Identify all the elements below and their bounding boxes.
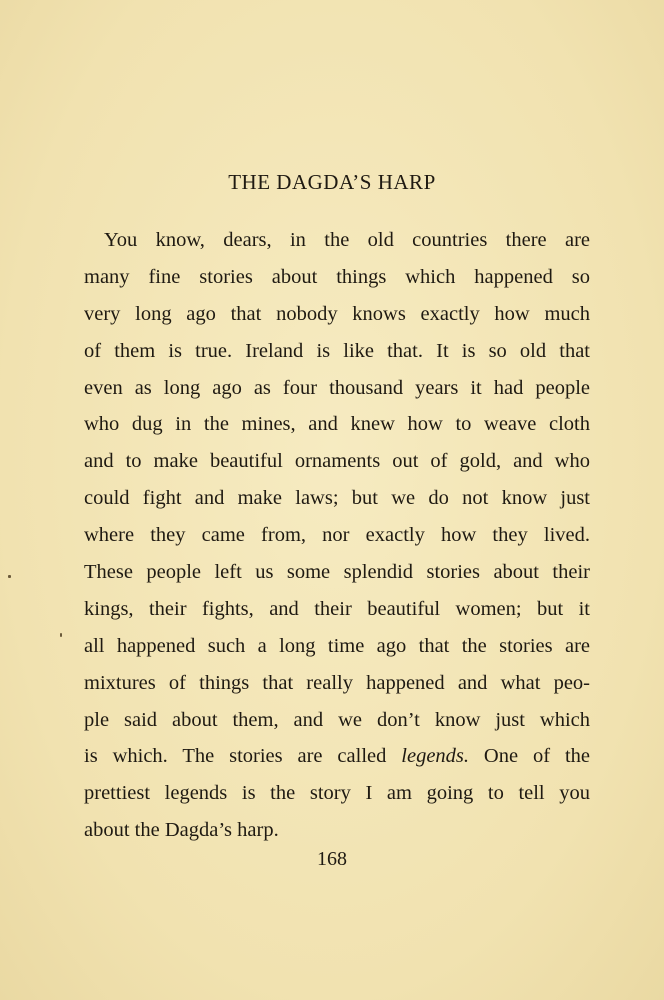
text-line-10: These people left us some splendid stories about their xyxy=(84,561,590,584)
text-line-3: very long ago that nobody knows exactly how much xyxy=(84,302,590,325)
text-line-15 xyxy=(84,738,590,775)
text-line-4: of them is true. Ireland is like that. It is so old that xyxy=(84,339,590,362)
text-line-17: about the Dagda’s harp. xyxy=(84,819,279,842)
text-line-9: where they came from, nor exactly how they lived. xyxy=(84,524,590,547)
text-line-7: and to make beautiful ornaments out of gold, and who xyxy=(84,450,590,473)
text-line-15-start: is which. The stories are called xyxy=(84,745,402,768)
text-line-14: ple said about them, and we don’t know just which xyxy=(84,708,590,731)
text-line-15-end: One of the xyxy=(469,745,590,768)
text-line-16: prettiest legends is the story I am going to tell you xyxy=(84,782,590,805)
legends-italic: legends. xyxy=(401,745,470,768)
text-line-13: mixtures of things that really happened and what peo- xyxy=(84,671,590,694)
text-line-11: kings, their fights, and their beautiful women; but it xyxy=(84,597,590,620)
paper-speck xyxy=(60,633,62,637)
body-paragraph xyxy=(84,222,590,849)
text-line-6: who dug in the mines, and knew how to weave cloth xyxy=(84,413,590,436)
text-line-8: could fight and make laws; but we do not know just xyxy=(84,487,590,510)
paper-speck xyxy=(8,575,11,578)
text-line-1: You know, dears, in the old countries there are xyxy=(104,229,590,251)
text-line-12: all happened such a long time ago that the stories are xyxy=(84,634,590,657)
text-line-2: many fine stories about things which happened so xyxy=(84,265,590,288)
page-number: 168 xyxy=(317,848,347,870)
chapter-title: THE DAGDA’S HARP xyxy=(228,170,436,194)
text-line-5: even as long ago as four thousand years it had people xyxy=(84,376,590,399)
